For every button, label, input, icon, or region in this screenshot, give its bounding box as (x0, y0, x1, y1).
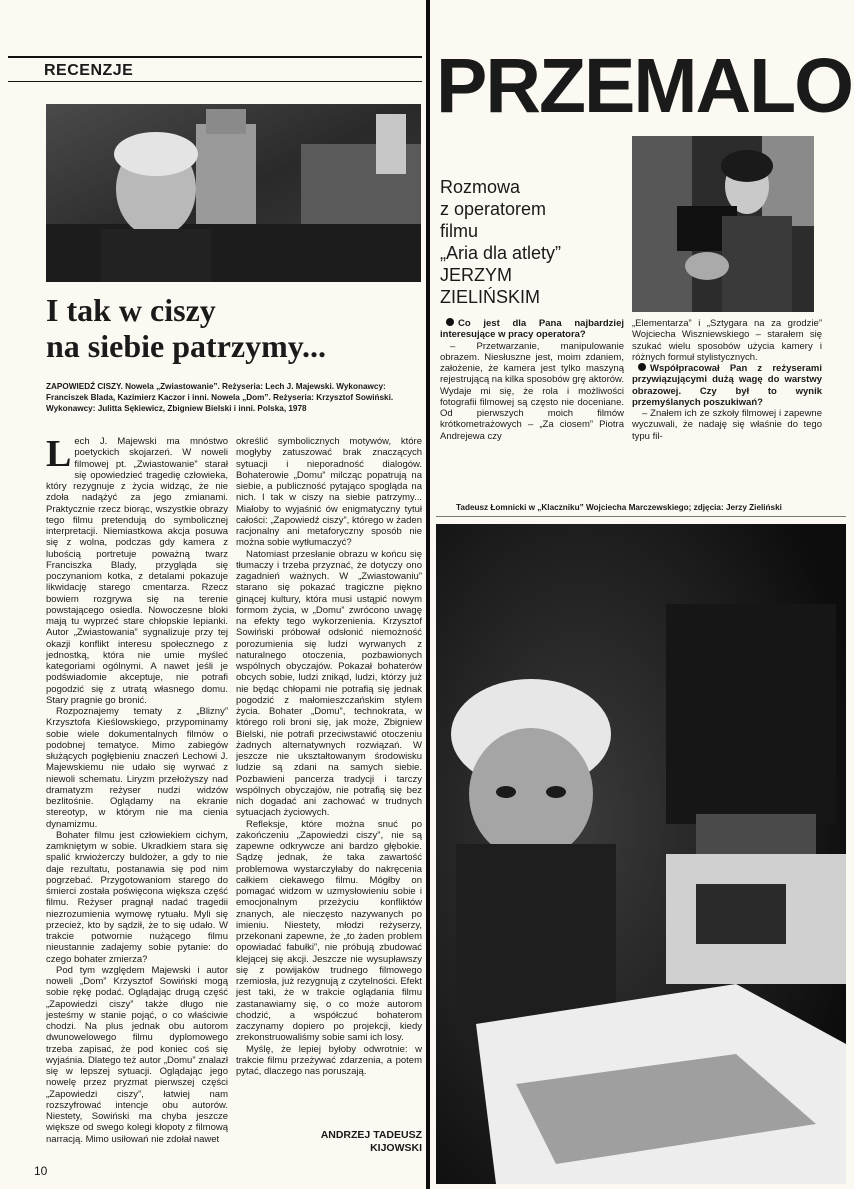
author-line-1: ANDRZEJ TADEUSZ (320, 1129, 422, 1141)
dropcap: L (46, 436, 72, 475)
col1-para-3: Bohater filmu jest człowiekiem cichym, zamkniętym w sobie. Ukradkiem stara się spalić krwiożerczy buldożer, a gdy to nie daje rezultatu, postanawia się pod nim pogrzebać. Przygotowaniom starego do śmierci została poświęcona większa część filmu. Reżyser pragnął nadać tragedii niezrozumienia wymowę rytuału. Myli się przecież, kto by sądził, że to się udało. W trakcie potwornie nużącego filmu nieustannie zadajemy sobie pytanie: do czego bohater zmierza? (46, 829, 228, 965)
photo-caption: Tadeusz Łomnicki w „Klaczniku” Wojciecha Marczewskiego; zdjęcia: Jerzy Zieliński (456, 503, 782, 512)
section-label: RECENZJE (44, 62, 134, 79)
subtitle-line-4: „Aria dla atlety” (440, 243, 562, 263)
question-1: Co jest dla Pana najbardziej interesujące w pracy operatora? (440, 318, 624, 341)
text-column-2 (236, 436, 422, 1126)
col2-para-1: określić symbolicznych motywów, które mogłyby zatuszować brak znaczących sytuacji i nieporadność dialogów. Bohaterowie „Domu” milcząc popatrują na siebie, a publiczność pytająco spogląda na nich. I tak w ciszy na siebie patrzymy... Miałoby to wyjaśnić ów enigmatyczny tytuł całości: „Zapowiedź ciszy”, którego w żaden racjonalny ani metaforyczny sposób nie można sobie wytłumaczyć? (236, 436, 422, 549)
main-film-still (436, 524, 846, 1184)
col1-para-2: Rozpoznajemy tematy z „Blizny” Krzysztofa Kieślowskiego, przypominamy sobie wiele dokumentalnych filmów o podobnej tematyce. Mimo zabiegów służących pogłębieniu znaczeń Lechowi J. Majewskiemu nie udało się wyrwać z niewoli schematu. Liryzm przełożyszy nad dramatyzm reżyser nudzi widzów bezlitośnie. Oglądamy na ekranie stereotyp, w którym nie ma cienia dynamizmu. (46, 706, 228, 830)
bullet-icon (446, 318, 454, 326)
top-rule-left (8, 56, 422, 58)
col2-para-2: Natomiast przesłanie obrazu w końcu się tłumaczy i trzeba przyznać, że dotyczy ono zagadnień ważnych. W „Zwiastowaniu” starano się pokazać tragiczne piękno ginącej kultury, która musi ustąpić nowym formom życia, w „Domu” zwrócono uwagę na efekty tego wykorzenienia. Krzysztof Sowiński próbował odsłonić niemożność porozumienia się ludzi wyrwanych z naturalnego otoczenia, pozbawionych wspólnych obyczajów. Pokazał bohaterów obcych sobie, ludzi znikąd, ludzi, którzy już nie będąc chłopami nie potrafią się jednak pogodzić z małomieszczańskim stylem życia. Bohater „Domu”, technokrata, w którego roli broni się, jak może, Zbigniew Bielski, nie potrafi przeciwstawić otoczeniu żadnych alternatywnych rozwiązań. W jeszcze nie ukształtowanym środowisku ludzie są zdani na samych siebie. Pozbawieni pancerza tradycji i tarczy wspólnych obyczajów, nie potrafią się bez nich dogadać ani zachować w trudnych sytuacjach życiowych. (236, 548, 422, 819)
subtitle-line-5: JERZYM (440, 265, 512, 285)
cameraman-photo (632, 136, 814, 312)
article-title (46, 292, 421, 364)
interview-subtitle (440, 176, 630, 308)
title-line-1: I tak w ciszy (46, 292, 216, 328)
col1-para-1: ech J. Majewski ma mnóstwo poetyckich skojarzeń. W noweli filmowej pt. „Zwiastowanie” starał się opowiedzieć tragedię człowieka, który rezygnuje z życia widząc, że nie zdoła nadążyć za jego zmianami. Praktycznie rzecz biorąc, wszystkie obrazy tego filmu pretendują do symbolicznej interpretacji. Niemiastkowa akcja posuwa się z wolna, podczas gdy kamera z lubością portretuje poważną twarz Franciszka Blady, przygląda się poczynaniom kotka, z detalami pokazuje likwidację starego cmentarza. Rzecz bowiem rozgrywa się na terenie powstającego osiedla. Nowoczesne bloki mają tu wyprzeć stare chłopskie lepianki. Autor „Zwiastowania” sygnalizuje przy tej okazji konflikt interesu społecznego z jednostką, która nie umie myśleć kategoriami ogólnymi. A nawet jeśli je podświadomie akceptuje, nie potrafi pogodzić się z utratą własnego domu. Stary pragnie go bronić. (46, 436, 228, 706)
bullet-icon (638, 363, 646, 371)
title-line-2: na siebie patrzymy... (46, 328, 326, 364)
interview-title: PRZEMALO (436, 43, 853, 129)
interview-column-1 (440, 318, 624, 498)
col1-para-4: Pod tym względem Majewski i autor noweli „Dom” Krzysztof Sowiński mogą sobie rękę podać. Oglądając drugą część „Zapowiedzi ciszy” także długo nie jesteśmy w stanie pojąć, o co właściwie chodzi. Na plus jednak obu autorom dwunowelowego filmu dyplomowego trzeba zapisać, że pod koniec coś się wyjaśnia. Dlatego też autor „Domu” znalazł się w lepszej sytuacji. Oglądając jego nowelę przez pryzmat pierwszej części „Zapowiedzi ciszy”, łatwiej nam rozszyfrować intencje obu autorów. Niestety, Sowiński ma chyba jeszcze większe od swego kolegi kłopoty z filmową narracją. Mimo usiłowań nie zdołał nawet (46, 964, 228, 1145)
film-credits: ZAPOWIEDŹ CISZY. Nowela „Zwiastowanie”. Reżyseria: Lech J. Majewski. Wykonawcy: Franciszek Blada, Kazimierz Kaczor i inni. Nowela „Dom”. Reżyseria: Krzysztof Sowiński. Wykonawcy: Julitta Sękiewicz, Zbigniew Bielski i inni. Polska, 1978 (46, 382, 394, 413)
subtitle-line-3: filmu (440, 221, 479, 241)
text-column-1 (46, 436, 228, 1160)
cemetery-photo (46, 104, 421, 282)
author-signature (236, 1129, 422, 1155)
section-rule (8, 81, 422, 82)
caption-rule (436, 516, 846, 517)
subtitle-line-1: Rozmowa (440, 177, 521, 197)
page-gutter (426, 0, 430, 1189)
col2-para-4: Myślę, że lepiej byłoby odwrotnie: w trakcie filmu przeżywać zdarzenia, a potem pytać, dlaczego nas poruszają. (236, 1043, 422, 1077)
question-2: Współpracował Pan z reżyserami przywiązującymi dużą wagę do warstwy obrazowej. Czy był to wynik przemyślanych poszukiwań? (632, 363, 822, 408)
page-number: 10 (34, 1164, 48, 1178)
interview-column-2 (632, 318, 822, 498)
subtitle-line-6: ZIELIŃSKIM (440, 287, 541, 307)
author-line-2: KIJOWSKI (370, 1142, 422, 1154)
subtitle-line-2: z operatorem (440, 199, 547, 219)
answer-1: – Przetwarzanie, manipulowanie obrazem. Niesłuszne jest, moim zdaniem, założenie, że kamera jest tylko maszyną rejestrującą na kilka sposobów grę aktorów. Wydaje mi się, że rola i możliwości fotografii filmowej są często nie doceniane. Od pierwszych moich filmów krótkometrażowych – „Za ciosem” Piotra Andrejewa czy (440, 340, 624, 442)
col2-para-3: Refleksje, które można snuć po zakończeniu „Zapowiedzi ciszy”, nie są zapewne odkrywcze ani bardzo głębokie. Sądzę jednak, że taka zawartość problemowa wystarczyłaby do nakręcenia całkiem ciekawego filmu. Mógłby on pomagać widzom w uzmysłowieniu sobie i emocjonalnym przeżyciu konfliktów znanych, ale nieczęsto nazywanych po imieniu. Niestety, młodzi reżyserzy, przekonani zapewne, że „to żaden problem opowiadać fabułki”, nie próbują zbudować klejącej się akcji. Jeszcze nie wysupławszy się z powijaków trudnego filmowego rzemiosła, już rezygnują z czytelności. Efekt jest taki, że w trakcie oglądania filmu zastanawiamy się, o co może autorom chodzić, a współczuć bohaterom zaczynamy dopiero po projekcji, kiedy zrekonstruowaliśmy sobie sami ich losy. (236, 818, 422, 1044)
answer-1-continued: „Elementarza” i „Sztygara na za grodzie” Wojciecha Wiszniewskiego – starałem się szukać wielu sposobów użycia kamery i różnych formuł stylistycznych. (632, 318, 822, 363)
answer-2: – Znałem ich ze szkoły filmowej i zapewne wyczuwali, że nadaję się właśnie do tego typu fil- (632, 408, 822, 442)
